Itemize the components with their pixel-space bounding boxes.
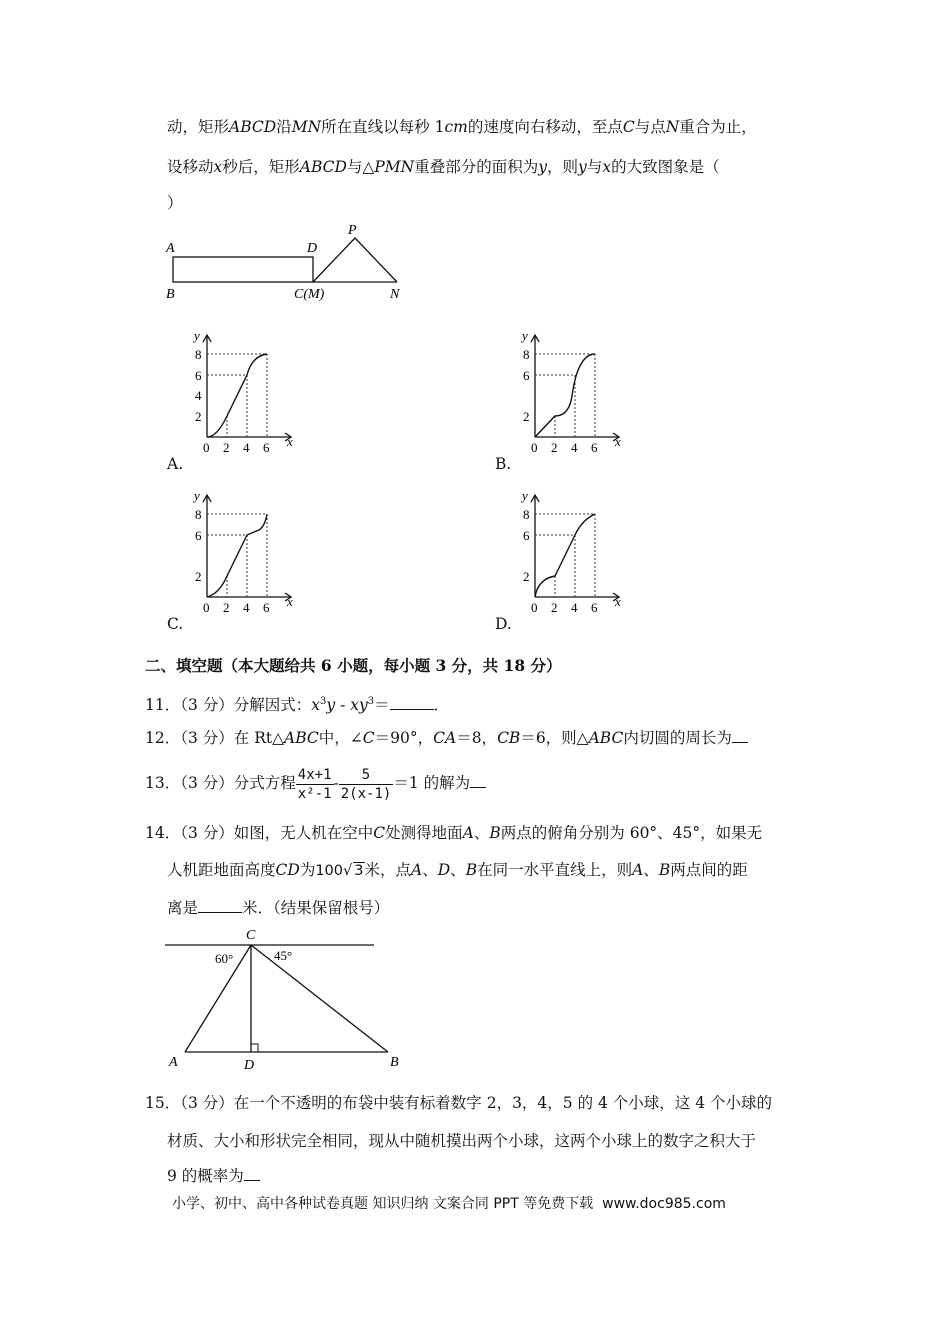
svg-text:4: 4 bbox=[571, 440, 578, 455]
option-a-graph bbox=[186, 326, 306, 458]
svg-text:2: 2 bbox=[223, 440, 230, 455]
option-d-label[interactable]: D. bbox=[495, 615, 512, 633]
svg-text:2: 2 bbox=[195, 569, 202, 584]
svg-text:6: 6 bbox=[591, 600, 598, 615]
section-2-title: 二、填空题（本大题给共 6 小题，每小题 3 分，共 18 分） bbox=[145, 656, 562, 675]
svg-text:2: 2 bbox=[223, 600, 230, 615]
svg-text:8: 8 bbox=[195, 507, 202, 522]
q14-line-2: 人机距地面高度CD为100√ 3米，点A、D、B在同一水平直线上，则A、B两点间的距 bbox=[167, 861, 748, 879]
rectangle-abcd bbox=[173, 257, 313, 282]
svg-text:4: 4 bbox=[195, 388, 202, 403]
fraction-2: $\frac{5}{2(x-1)}$ bbox=[340, 766, 392, 802]
svg-text:2: 2 bbox=[551, 600, 558, 615]
label-b: B bbox=[390, 1055, 399, 1070]
curve-d bbox=[535, 514, 595, 597]
q10-line-1: 动，矩形ABCD沿MN所在直线以每秒 1cm的速度向右移动，至点C与点N重合为止， bbox=[167, 118, 757, 136]
svg-text:0: 0 bbox=[203, 600, 210, 615]
svg-text:2: 2 bbox=[523, 409, 530, 424]
svg-text:y: y bbox=[522, 328, 528, 343]
q12-answer-blank[interactable] bbox=[732, 728, 748, 743]
svg-text:2: 2 bbox=[523, 569, 530, 584]
svg-text:0: 0 bbox=[203, 440, 210, 455]
triangle-pmn bbox=[313, 238, 397, 282]
svg-text:x: x bbox=[287, 594, 293, 609]
q15-line-3: 9 的概率为 bbox=[167, 1166, 260, 1186]
svg-text:4: 4 bbox=[571, 600, 578, 615]
curve-a bbox=[207, 354, 267, 437]
label-a: A bbox=[166, 241, 175, 256]
option-c-label[interactable]: C. bbox=[167, 615, 184, 633]
angle-45: 45° bbox=[274, 948, 293, 963]
label-b: B bbox=[166, 287, 175, 302]
label-d: D bbox=[307, 241, 318, 256]
option-c-graph bbox=[186, 486, 306, 618]
q11: 11．（3 分）分解因式：$x^3y - xy^3=$ ． bbox=[145, 696, 450, 715]
svg-text:0: 0 bbox=[531, 600, 538, 615]
footer-text: 小学、初中、高中各种试卷真题 知识归纳 文案合同 PPT 等免费下载 bbox=[172, 1196, 594, 1212]
svg-text:4: 4 bbox=[243, 440, 250, 455]
svg-text:x: x bbox=[615, 434, 621, 449]
svg-text:6: 6 bbox=[195, 368, 202, 383]
label-c: C bbox=[246, 928, 256, 943]
q12: 12．（3 分）在 Rt△ABC中，∠C＝90°，CA＝8，CB＝6，则△ABC内切圆的周长为 bbox=[145, 728, 748, 748]
option-b-graph bbox=[514, 326, 634, 458]
svg-text:4: 4 bbox=[243, 600, 250, 615]
q14-drone-figure bbox=[160, 924, 410, 1074]
q14-line-3: 离是 米．（结果保留根号） bbox=[167, 899, 390, 917]
svg-text:6: 6 bbox=[591, 440, 598, 455]
svg-text:y: y bbox=[522, 488, 528, 503]
option-b-label[interactable]: B. bbox=[495, 455, 512, 473]
option-a-label[interactable]: A. bbox=[167, 455, 184, 473]
footer bbox=[172, 1193, 726, 1213]
label-n: N bbox=[390, 287, 400, 302]
q14-line-1: 14．（3 分）如图，无人机在空中C处测得地面A、B两点的俯角分别为 60°、45°，如果无 bbox=[145, 824, 763, 842]
svg-text:y: y bbox=[194, 328, 200, 343]
svg-text:6: 6 bbox=[195, 528, 202, 543]
svg-text:8: 8 bbox=[523, 507, 530, 522]
right-angle-mark bbox=[251, 1044, 258, 1052]
label-p: P bbox=[348, 223, 357, 238]
svg-text:6: 6 bbox=[263, 440, 270, 455]
q15-answer-blank[interactable] bbox=[244, 1166, 260, 1181]
curve-c bbox=[207, 514, 267, 597]
svg-text:x: x bbox=[287, 434, 293, 449]
svg-text:x: x bbox=[615, 594, 621, 609]
q10-line-2: 设移动x秒后，矩形ABCD与△PMN重叠部分的面积为y，则y与x的大致图象是（ bbox=[167, 158, 720, 176]
q13: 13．（3 分）分式方程 $\frac{4x+1}{\text{x²-1}}$ - $\frac{5}{2(x-1)}$ ＝1 的解为 bbox=[145, 760, 486, 807]
svg-text:6: 6 bbox=[523, 528, 530, 543]
svg-text:2: 2 bbox=[195, 409, 202, 424]
label-c-m: C(M) bbox=[294, 287, 325, 302]
q10-rect-triangle-figure bbox=[160, 218, 420, 304]
label-a: A bbox=[169, 1055, 178, 1070]
q15-line-2: 材质、大小和形状完全相同，现从中随机摸出两个小球，这两个小球上的数字之积大于 bbox=[167, 1132, 757, 1150]
fraction-1: $\frac{4x+1}{\text{x²-1}}$ bbox=[297, 766, 332, 802]
footer-url[interactable]: www.doc985.com bbox=[602, 1196, 726, 1212]
q14-answer-blank[interactable] bbox=[198, 898, 242, 913]
svg-text:6: 6 bbox=[263, 600, 270, 615]
svg-text:6: 6 bbox=[523, 368, 530, 383]
curve-b bbox=[535, 354, 595, 437]
label-d: D bbox=[244, 1058, 255, 1073]
option-d-graph bbox=[514, 486, 634, 618]
svg-text:8: 8 bbox=[195, 347, 202, 362]
q10-line-3: ） bbox=[167, 194, 183, 212]
svg-text:8: 8 bbox=[523, 347, 530, 362]
svg-text:0: 0 bbox=[531, 440, 538, 455]
svg-text:2: 2 bbox=[551, 440, 558, 455]
line-cb bbox=[251, 945, 388, 1052]
q15-line-1: 15．（3 分）在一个不透明的布袋中装有标着数字 2，3，4，5 的 4 个小球，这 4 个小球的 bbox=[145, 1094, 773, 1112]
q13-answer-blank[interactable] bbox=[470, 773, 486, 788]
svg-text:y: y bbox=[194, 488, 200, 503]
q11-answer-blank[interactable] bbox=[390, 695, 434, 710]
angle-60: 60° bbox=[215, 951, 234, 966]
